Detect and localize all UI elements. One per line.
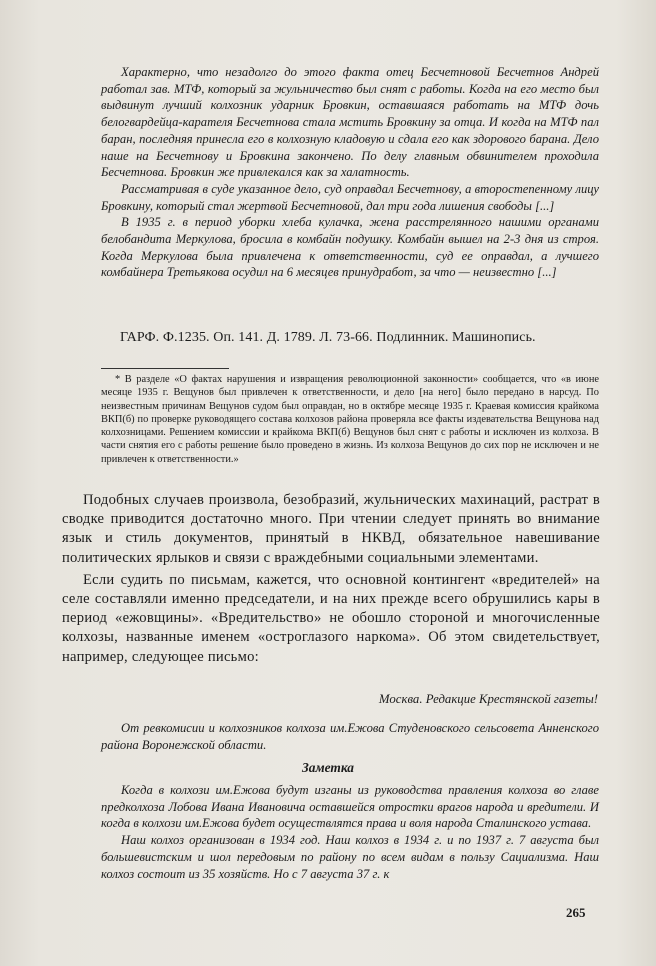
main-text <box>62 491 600 667</box>
archive-source-reference: ГАРФ. Ф.1235. Оп. 141. Д. 1789. Л. 73-66. Подлинник. Машинопись. <box>120 330 536 345</box>
footnote-text: * В разделе «О фактах нарушения и извращения революционной законности» сообщается, что «в июне месяце 1935 г. Вещунов был привлечен к ответственности, и дело [на него] было передано в нарсуд. По неизвестным причинам Вещунов судом был оправдан, но в октябре месяце 1935 г. Краевая комиссия крайкома ВКП(б) по проверке руководящего состава колхозов района проверяла все факты издевательства Вещунова над колхозницами. Решением комиссии и крайкома ВКП(б) Вещунов был снят с работы и исключен из колхоза. В части снятия его с работы решение было проведено в жизнь. Из колхоза Вещунов до сих пор не исключен и не привлечен к ответственности.» <box>101 374 599 465</box>
letter-title: Заметка <box>301 760 354 775</box>
letter-paragraph: Наш колхоз организован в 1934 год. Наш колхоз в 1934 г. и по 1937 г. 7 августа был большевистским и шол передовым по району по всем видам в пользу Сациализма. Наш колхоз состоит из 35 хозяйств. Но с 7 августа 37 г. к <box>101 833 599 881</box>
body-paragraph: Если судить по письмам, кажется, что основной контингент «вредителей» на селе составляли именно председатели, и на них прежде всего обрушились кары в период «ежовщины». «Вредительство» не обошло стороной и многочисленные колхозы, названные именем «остроглазого наркома». Об этом свидетельствует, например, следующее письмо: <box>62 571 600 665</box>
page-number: 265 <box>566 905 586 920</box>
letter-from-line: От ревкомисии и колхозников колхоза им.Ежова Студеновского сельсовета Анненского района Воронежской области. <box>101 721 599 752</box>
letter-sender <box>101 720 599 753</box>
quote-paragraph: Характерно, что незадолго до этого факта отец Бесчетновой Бесчетнов Андрей работал зав. МТФ, который за жульничество был снят с работы. Когда на его место был выдвинут лучший колхозник ударник Бровкин, оставшаяся работать на МТФ дочь белогвардейца-карателя Бесчетнова стала мстить Бровкину за отца. И когда на МТФ пал баран, последняя принесла его в колхозную кладовую и сдала его как здорового барана. Дело наше на Бесчетнову и Бровкина закончено. По делу главным обвинителем проходила Бесчетнова. Бровкин же привлекался как за халатность. <box>101 65 599 180</box>
quote-paragraph: Рассматривая в суде указанное дело, суд оправдал Бесчетнову, а второстепенному лицу Бровкину, который стал жертвой Бесчетновой, дал три года лишения свободы [...] <box>101 181 599 213</box>
quoted-document-excerpt <box>101 64 599 281</box>
body-paragraph: Подобных случаев произвола, безобразий, жульнических махинаций, растрат в сводке приводится достаточно много. При чтении следует принять во внимание язык и стиль документов, принятый в НКВД, обязательное навешивание политических ярлыков и связи с враждебными социальными элементами. <box>62 492 600 566</box>
letter-address: Москва. Редакцие Крестянской газеты! <box>378 692 598 706</box>
letter-paragraph: Когда в колхози им.Ежова будут изганы из руководства правления колхоза во главе предколхоза Лобова Ивана Ивановича оставшейся отростки врагов народа и вредители. И когда в колхози им.Ежова будет осуществлятся права и воля народа Сталинского устава. <box>101 783 599 831</box>
quote-paragraph: В 1935 г. в период уборки хлеба кулачка, жена расстрелянного нашими органами белобандита Меркулова, бросила в комбайн подушку. Комбайн вышел на 2-3 дня из строя. Когда Меркулова была привлечена к ответственности, суд ее оправдал, а лучшего комбайнера Третьякова осудил на 6 месяцев принудработ, за что — неизвестно [...] <box>101 215 599 280</box>
letter-body <box>101 782 599 882</box>
footnote-divider <box>101 368 229 369</box>
footnote <box>101 373 599 466</box>
